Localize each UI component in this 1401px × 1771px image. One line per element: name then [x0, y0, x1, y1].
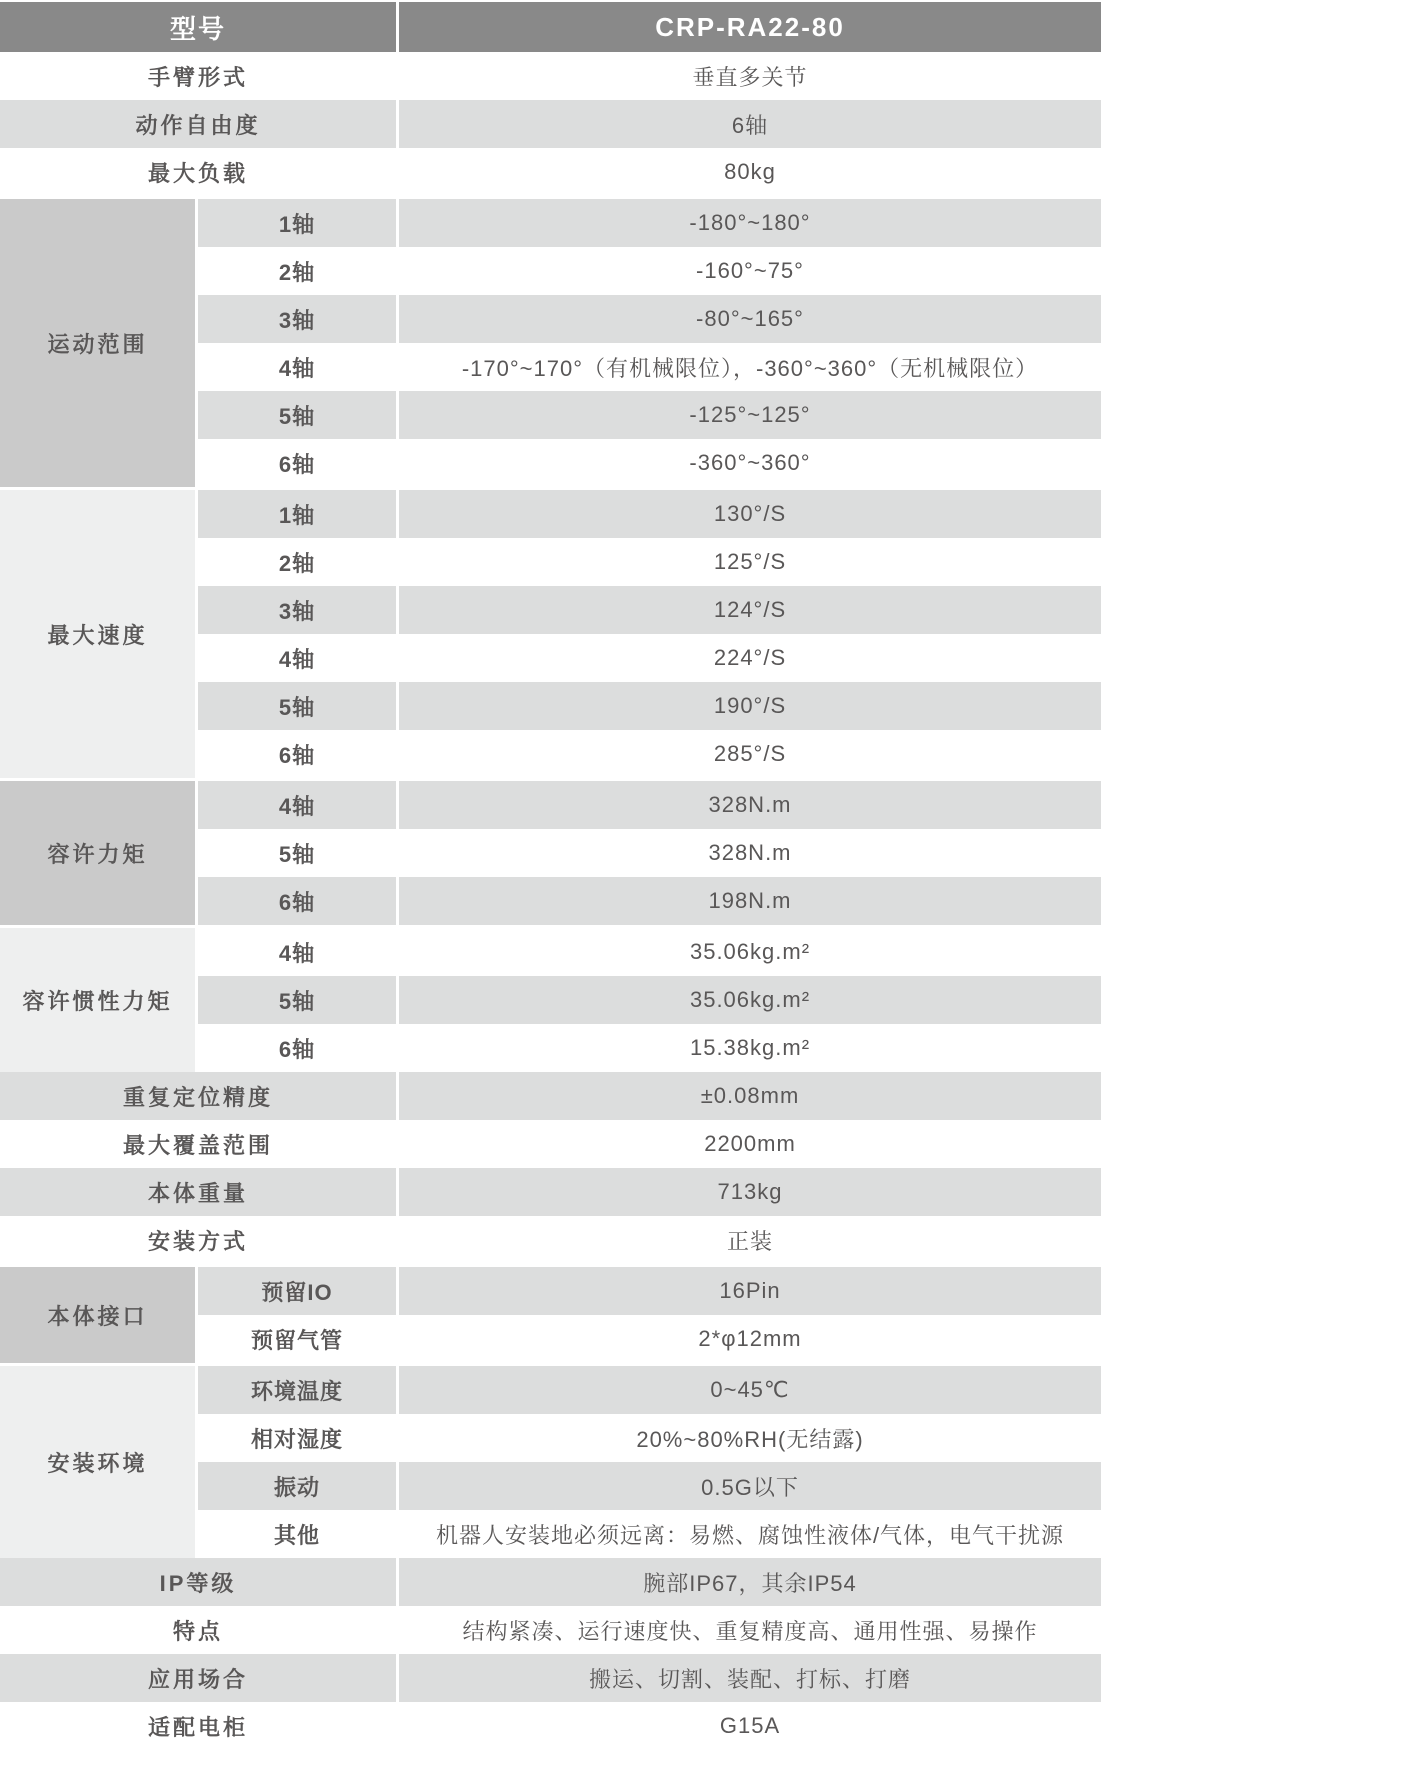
spec-row-axis2-speed [198, 538, 1101, 586]
spec-value: 6轴 [399, 100, 1101, 148]
spec-value: 0~45℃ [399, 1366, 1101, 1414]
group-rows [198, 199, 1101, 487]
spec-label: 最大覆盖范围 [122, 1132, 273, 1158]
spec-value: 285°/S [713, 741, 787, 766]
spec-value: 正装 [726, 1228, 773, 1254]
table-header-row [0, 2, 1101, 52]
axis-label: 1轴 [198, 490, 396, 538]
spec-row-body-weight [0, 1168, 1101, 1216]
spec-value: 16Pin [399, 1267, 1101, 1315]
spec-value: -125°~125° [399, 391, 1101, 439]
group-label-body-interface: 本体接口 [0, 1267, 195, 1363]
spec-row-ambient-temp [198, 1366, 1101, 1414]
spec-value: -80°~165° [399, 295, 1101, 343]
section-motion-range [0, 199, 1101, 487]
spec-value: 结构紧凑、运行速度快、重复精度高、通用性强、易操作 [462, 1618, 1038, 1644]
axis-label: 4轴 [278, 646, 316, 672]
group-label-max-speed: 最大速度 [0, 490, 195, 778]
spec-row-max-reach [0, 1120, 1101, 1168]
spec-value: 198N.m [399, 877, 1101, 925]
axis-label: 6轴 [278, 1036, 316, 1062]
spec-row-axis5-range [198, 391, 1101, 439]
spec-row-repeatability [0, 1072, 1101, 1120]
spec-value: -160°~75° [696, 258, 804, 283]
group-rows [198, 1267, 1101, 1363]
spec-table [0, 2, 1101, 1750]
spec-row-axis6-range [198, 439, 1101, 487]
spec-label: 应用场合 [0, 1654, 396, 1702]
group-label-motion-range: 运动范围 [0, 199, 195, 487]
spec-row-axis4-torque [198, 781, 1101, 829]
sub-label: 预留IO [198, 1267, 396, 1315]
spec-value: 125°/S [713, 549, 787, 574]
group-label-allowed-torque: 容许力矩 [0, 781, 195, 925]
spec-value: 15.38kg.m² [689, 1035, 811, 1060]
spec-label: 本体重量 [0, 1168, 396, 1216]
spec-value: 机器人安装地必须远离：易燃、腐蚀性液体/气体，电气干扰源 [435, 1522, 1065, 1548]
axis-label: 6轴 [198, 877, 396, 925]
spec-row-axis3-range [198, 295, 1101, 343]
spec-label: 适配电柜 [147, 1714, 248, 1740]
section-max-speed [0, 490, 1101, 778]
spec-value: 328N.m [708, 840, 792, 865]
spec-value: 713kg [399, 1168, 1101, 1216]
spec-row-axis3-speed [198, 586, 1101, 634]
spec-label: 手臂形式 [147, 64, 248, 90]
spec-value: -360°~360° [689, 450, 811, 475]
spec-row-applications [0, 1654, 1101, 1702]
spec-row-axis5-speed [198, 682, 1101, 730]
axis-label: 5轴 [198, 391, 396, 439]
spec-row-axis5-inertia [198, 976, 1101, 1024]
spec-row-axis4-range [198, 343, 1101, 391]
axis-label: 3轴 [198, 586, 396, 634]
group-rows [198, 928, 1101, 1072]
spec-value: G15A [719, 1713, 781, 1738]
spec-value: 130°/S [399, 490, 1101, 538]
spec-value: -180°~180° [399, 199, 1101, 247]
spec-value: 190°/S [399, 682, 1101, 730]
spec-value: 124°/S [399, 586, 1101, 634]
spec-label: 动作自由度 [0, 100, 396, 148]
spec-row-axis5-torque [198, 829, 1101, 877]
spec-value: 80kg [724, 159, 776, 184]
group-rows [198, 490, 1101, 778]
spec-row-axis1-range [198, 199, 1101, 247]
group-label-allowed-inertia: 容许惯性力矩 [0, 928, 195, 1072]
header-model-label: 型号 [0, 2, 396, 52]
axis-label: 5轴 [278, 841, 316, 867]
spec-value: 腕部IP67，其余IP54 [399, 1558, 1101, 1606]
spec-value: 2*φ12mm [698, 1326, 802, 1351]
spec-row-arm-type [0, 52, 1101, 100]
spec-row-humidity [198, 1414, 1101, 1462]
spec-row-vibration [198, 1462, 1101, 1510]
spec-value: 20%~80%RH(无结露) [636, 1426, 864, 1452]
sub-label: 其他 [273, 1522, 320, 1548]
axis-label: 1轴 [198, 199, 396, 247]
axis-label: 6轴 [278, 742, 316, 768]
axis-label: 3轴 [198, 295, 396, 343]
spec-value: 328N.m [399, 781, 1101, 829]
spec-row-dof [0, 100, 1101, 148]
spec-label: IP等级 [0, 1558, 396, 1606]
spec-value: 搬运、切割、装配、打标、打磨 [399, 1654, 1101, 1702]
spec-row-axis6-torque [198, 877, 1101, 925]
sub-label: 相对湿度 [250, 1426, 343, 1452]
header-model-value: CRP-RA22-80 [399, 2, 1101, 52]
axis-label: 2轴 [278, 259, 316, 285]
section-allowed-torque [0, 781, 1101, 925]
spec-row-axis2-range [198, 247, 1101, 295]
spec-row-reserved-air [198, 1315, 1101, 1363]
sub-label: 振动 [198, 1462, 396, 1510]
axis-label: 6轴 [278, 451, 316, 477]
spec-row-axis4-speed [198, 634, 1101, 682]
sub-label: 环境温度 [198, 1366, 396, 1414]
spec-row-axis1-speed [198, 490, 1101, 538]
spec-row-reserved-io [198, 1267, 1101, 1315]
spec-label: 重复定位精度 [0, 1072, 396, 1120]
spec-label: 特点 [172, 1618, 223, 1644]
sub-label: 预留气管 [250, 1327, 343, 1353]
spec-value: ±0.08mm [399, 1072, 1101, 1120]
axis-label: 5轴 [198, 682, 396, 730]
section-install-env [0, 1366, 1101, 1558]
spec-value: 35.06kg.m² [399, 976, 1101, 1024]
section-body-interface [0, 1267, 1101, 1363]
spec-row-env-other [198, 1510, 1101, 1558]
axis-label: 4轴 [278, 355, 316, 381]
axis-label: 2轴 [278, 550, 316, 576]
spec-value: -170°~170°（有机械限位），-360°~360°（无机械限位） [461, 355, 1039, 381]
spec-row-axis4-inertia [198, 928, 1101, 976]
spec-label: 安装方式 [147, 1228, 248, 1254]
section-allowed-inertia [0, 928, 1101, 1072]
axis-label: 4轴 [278, 940, 316, 966]
spec-value: 2200mm [704, 1131, 796, 1156]
group-rows [198, 781, 1101, 925]
spec-row-ip-rating [0, 1558, 1101, 1606]
spec-row-axis6-speed [198, 730, 1101, 778]
spec-row-mounting [0, 1216, 1101, 1264]
axis-label: 5轴 [198, 976, 396, 1024]
spec-row-max-payload [0, 148, 1101, 196]
spec-value: 0.5G以下 [399, 1462, 1101, 1510]
spec-value: 35.06kg.m² [689, 939, 811, 964]
spec-row-axis6-inertia [198, 1024, 1101, 1072]
spec-row-cabinet [0, 1702, 1101, 1750]
group-rows [198, 1366, 1101, 1558]
axis-label: 4轴 [198, 781, 396, 829]
spec-value: 224°/S [713, 645, 787, 670]
group-label-install-env: 安装环境 [0, 1366, 195, 1558]
spec-value: 垂直多关节 [692, 64, 808, 90]
spec-row-features [0, 1606, 1101, 1654]
spec-label: 最大负载 [147, 160, 248, 186]
